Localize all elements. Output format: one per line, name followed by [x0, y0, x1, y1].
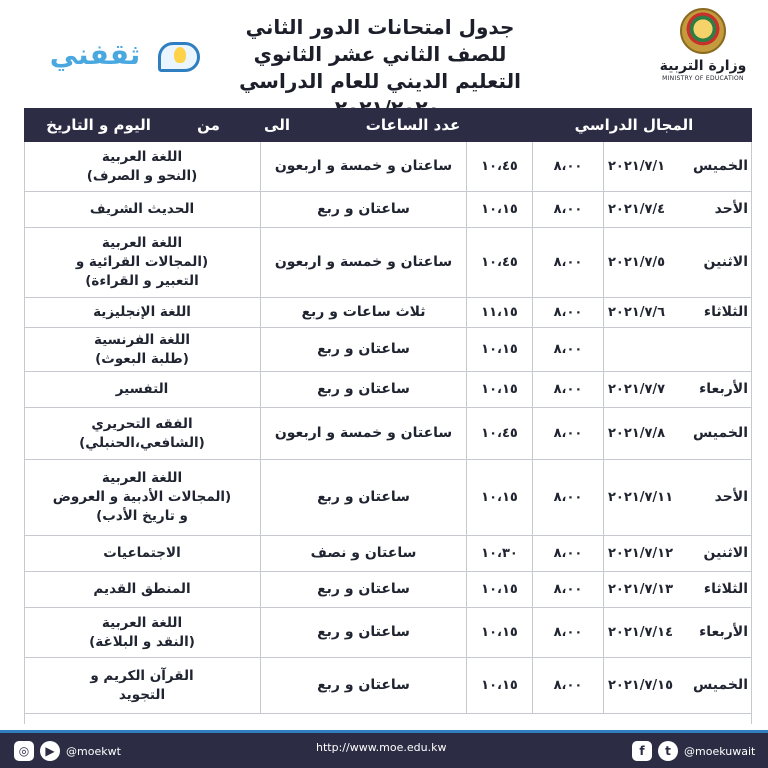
table-row [24, 142, 752, 192]
day-name: الأحد [714, 201, 748, 217]
ministry-name-en: MINISTRY OF EDUCATION [662, 75, 744, 82]
subject-line: اللغة الإنجليزية [93, 304, 191, 320]
cell-hours: ساعتان و ربع [260, 572, 466, 607]
twitter-icon[interactable]: t [658, 741, 678, 761]
header-day-date: اليوم و التاريخ [46, 116, 151, 134]
title-line-3: التعليم الديني للعام الدراسي [239, 69, 521, 93]
subject-line: اللغة العربية [101, 148, 183, 165]
cell-hours: ساعتان و نصف [260, 536, 466, 571]
cell-to: ١٠،١٥ [466, 328, 532, 371]
cell-to: ١٠،١٥ [466, 192, 532, 227]
cell-to: ١٠،١٥ [466, 658, 532, 713]
day-name: الخميس [692, 158, 748, 174]
footer-website [316, 741, 446, 754]
cell-day-date [603, 142, 752, 191]
instagram-icon[interactable]: ◎ [14, 741, 34, 761]
cell-to: ١١،١٥ [466, 298, 532, 327]
cell-from: ٨،٠٠ [532, 298, 603, 327]
footer-handle-left[interactable]: @moekwt [66, 744, 121, 758]
cell-from: ٨،٠٠ [532, 608, 603, 657]
cell-subject [24, 298, 260, 327]
facebook-icon[interactable]: f [632, 741, 652, 761]
header-from: من [197, 116, 220, 134]
day-name: الثلاثاء [703, 581, 748, 597]
exam-date: ٢٠٢١/٧/١١ [608, 490, 674, 505]
cell-from: ٨،٠٠ [532, 142, 603, 191]
table-row [24, 572, 752, 608]
cell-from: ٨،٠٠ [532, 536, 603, 571]
table-row [24, 228, 752, 298]
day-name: الأربعاء [699, 381, 748, 397]
youtube-icon[interactable]: ▶ [40, 741, 60, 761]
exam-date: ٢٠٢١/٧/٥ [608, 255, 666, 270]
subject-line: الحديث الشريف [89, 201, 195, 217]
cell-to: ١٠،٤٥ [466, 228, 532, 297]
cell-from: ٨،٠٠ [532, 572, 603, 607]
header-to: الى [264, 116, 290, 134]
exam-table-body [24, 142, 752, 714]
day-name: الثلاثاء [703, 304, 748, 320]
cell-to: ١٠،١٥ [466, 608, 532, 657]
cell-from: ٨،٠٠ [532, 658, 603, 713]
table-row [24, 608, 752, 658]
cell-subject [24, 658, 260, 713]
subject-line: (المجالات القرائية و [75, 254, 209, 270]
subject-line: الفقه التحريري [91, 415, 193, 432]
cell-subject [24, 536, 260, 571]
cell-from: ٨،٠٠ [532, 192, 603, 227]
subject-line: اللغة العربية [101, 614, 183, 631]
footer-social-left [14, 741, 121, 761]
exam-date: ٢٠٢١/٧/١٥ [608, 678, 674, 693]
cell-to: ١٠،١٥ [466, 572, 532, 607]
cell-day-date [603, 372, 752, 407]
day-name: الأربعاء [699, 624, 748, 640]
cell-to: ١٠،٣٠ [466, 536, 532, 571]
cell-subject [24, 460, 260, 535]
cell-day-date [603, 298, 752, 327]
subject-line: (المجالات الأدبية و العروض [52, 489, 232, 505]
day-name: الخميس [692, 677, 748, 693]
cell-hours: ساعتان و خمسة و اربعون [260, 408, 466, 459]
cell-subject [24, 328, 260, 371]
cell-from: ٨،٠٠ [532, 328, 603, 371]
cell-day-date [603, 408, 752, 459]
cell-day-date [603, 460, 752, 535]
cell-day-date [603, 608, 752, 657]
subject-line: (النقد و البلاغة) [89, 633, 195, 650]
cell-day-date [603, 536, 752, 571]
subject-line: القرآن الكريم و [90, 667, 194, 684]
subject-line: التعبير و القراءة) [85, 273, 199, 289]
exam-date: ٢٠٢١/٧/٨ [608, 426, 666, 441]
brand-logo [40, 36, 200, 86]
cell-hours: ساعتان و ربع [260, 192, 466, 227]
day-name: الأحد [714, 489, 748, 505]
exam-date: ٢٠٢١/٧/١٢ [608, 546, 674, 561]
subject-line: و تاريخ الأدب) [96, 508, 188, 524]
cell-to: ١٠،١٥ [466, 372, 532, 407]
cell-hours: ساعتان و ربع [260, 328, 466, 371]
brand-text: ثقفني [49, 38, 141, 71]
cell-hours: ساعتان و ربع [260, 658, 466, 713]
cell-from: ٨،٠٠ [532, 408, 603, 459]
table-row [24, 372, 752, 408]
subject-line: اللغة الفرنسية [93, 331, 191, 348]
footer-handle-right[interactable]: @moekuwait [684, 744, 756, 758]
exam-date: ٢٠٢١/٧/٤ [608, 202, 666, 217]
header-hours: عدد الساعات [365, 116, 461, 134]
subject-line: (طلبة البعوث) [95, 350, 189, 367]
day-name: الاثنين [703, 254, 748, 270]
cell-subject [24, 572, 260, 607]
cell-day-date [603, 572, 752, 607]
subject-line: (النحو و الصرف) [86, 167, 198, 184]
title-line-2: للصف الثاني عشر الثانوي [253, 42, 507, 66]
table-row [24, 328, 752, 372]
subject-line: اللغة العربية [101, 470, 183, 486]
exam-date: ٢٠٢١/٧/١٤ [608, 625, 674, 640]
subject-line: اللغة العربية [101, 235, 183, 251]
day-name: الخميس [692, 425, 748, 441]
exam-date: ٢٠٢١/٧/٦ [608, 305, 666, 320]
subject-line: التفسير [115, 381, 169, 397]
footer-url[interactable]: http://www.moe.edu.kw [316, 741, 447, 754]
cell-day-date [603, 658, 752, 713]
cell-hours: ساعتان و ربع [260, 372, 466, 407]
cell-from: ٨،٠٠ [532, 460, 603, 535]
cell-subject [24, 372, 260, 407]
subject-line: (الشافعي،الحنبلي) [79, 434, 205, 451]
cell-subject [24, 408, 260, 459]
cell-subject [24, 142, 260, 191]
footer-social-right [632, 741, 755, 761]
exam-date: ٢٠٢١/٧/٧ [608, 382, 666, 397]
lightbulb-icon [158, 42, 200, 72]
subject-line: التجويد [118, 686, 166, 703]
cell-hours: ثلاث ساعات و ربع [260, 298, 466, 327]
page-header [0, 0, 768, 112]
cell-from: ٨،٠٠ [532, 228, 603, 297]
cell-day-date [603, 192, 752, 227]
title-line-1: جدول امتحانات الدور الثاني [245, 15, 515, 39]
table-row [24, 460, 752, 536]
page-footer [0, 730, 768, 768]
table-row [24, 658, 752, 714]
cell-to: ١٠،٤٥ [466, 142, 532, 191]
exam-date: ٢٠٢١/٧/١٣ [608, 582, 674, 597]
cell-hours: ساعتان و ربع [260, 460, 466, 535]
table-row [24, 192, 752, 228]
cell-from: ٨،٠٠ [532, 372, 603, 407]
cell-subject [24, 228, 260, 297]
kuwait-emblem-icon [680, 8, 726, 54]
table-row [24, 536, 752, 572]
cell-to: ١٠،٤٥ [466, 408, 532, 459]
ministry-name-ar: وزارة التربية [659, 58, 747, 74]
subject-line: الاجتماعيات [103, 545, 181, 561]
table-row [24, 298, 752, 328]
table-row [24, 408, 752, 460]
cell-subject [24, 192, 260, 227]
cell-subject [24, 608, 260, 657]
day-name: الاثنين [703, 545, 748, 561]
cell-hours: ساعتان و خمسة و اربعون [260, 228, 466, 297]
cell-hours: ساعتان و خمسة و اربعون [260, 142, 466, 191]
table-header [24, 108, 752, 142]
page-title [180, 14, 580, 122]
subject-line: المنطق القديم [93, 581, 191, 597]
exam-date: ٢٠٢١/٧/١ [608, 159, 666, 174]
cell-hours: ساعتان و ربع [260, 608, 466, 657]
cell-day-date [603, 228, 752, 297]
cell-day-date [603, 328, 752, 371]
header-subject: المجال الدراسي [574, 116, 694, 134]
cell-to: ١٠،١٥ [466, 460, 532, 535]
ministry-logo [648, 8, 758, 98]
